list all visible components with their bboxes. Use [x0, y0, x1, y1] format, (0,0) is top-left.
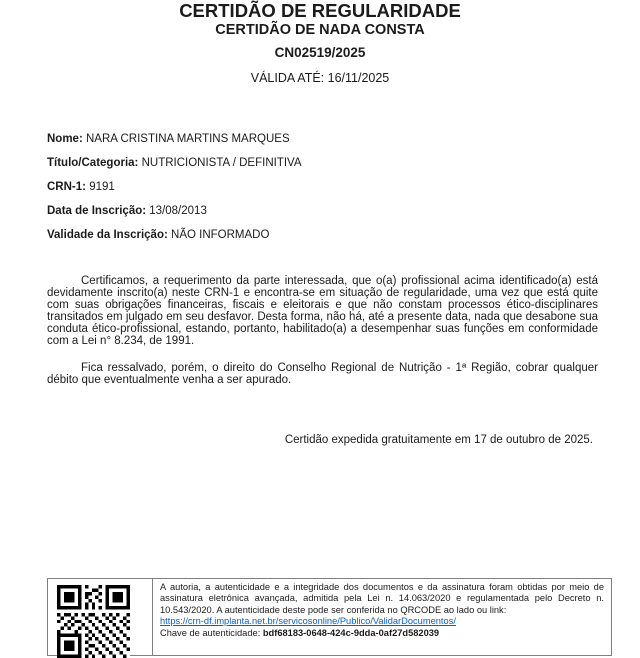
qr-code-icon: [57, 585, 130, 658]
field-row-crn1: [47, 181, 598, 193]
field-row-validade-inscricao: [47, 229, 598, 241]
field-row-nome: [47, 133, 598, 145]
field-row-titulo-categoria: [47, 157, 598, 169]
auth-key-value: bdf68183-0648-424c-9dda-0af27d582039: [262, 627, 440, 638]
authentication-statement: A autoria, a autenticidade e a integridade dos documentos e da assinatura foram obtidas por meio de assinatura eletrônica avançada, admitida pela Lei n. 14.063/2020 e regulamentada pelo Decreto n. 10.543/2020. A autenticidade deste pode ser conferida no QRCODE ao lado ou link:: [160, 582, 604, 615]
document-title: CERTIDÃO DE REGULARIDADE: [179, 0, 461, 21]
field-label-crn1: CRN-1:: [47, 181, 86, 193]
field-row-data-inscricao: [47, 205, 598, 217]
valid-until-line: VÁLIDA ATÉ: 16/11/2025: [250, 71, 390, 85]
field-label-titulo-categoria: Título/Categoria:: [47, 157, 139, 169]
issue-date-line: Certidão expedida gratuitamente em 17 de outubro de 2025.: [284, 434, 593, 446]
auth-key-label: Chave de autenticidade:: [160, 627, 261, 638]
validation-link-line: [160, 616, 604, 627]
certificate-number: CN02519/2025: [274, 45, 366, 60]
document-header: [0, 0, 640, 85]
authentication-box: [47, 578, 612, 656]
auth-key-line: [160, 628, 604, 639]
field-value-data-inscricao: 13/08/2013: [149, 205, 207, 217]
field-value-validade-inscricao: NÃO INFORMADO: [171, 229, 270, 241]
field-value-crn1: 9191: [89, 181, 115, 193]
document-subtitle: CERTIDÃO DE NADA CONSTA: [215, 22, 425, 38]
field-value-nome: NARA CRISTINA MARTINS MARQUES: [85, 133, 290, 145]
validation-link[interactable]: https://crn-df.implanta.net.br/servicosonline/Publico/ValidarDocumentos/: [160, 616, 456, 627]
field-label-nome: Nome:: [47, 133, 83, 145]
authentication-text-cell: [153, 579, 611, 655]
field-label-data-inscricao: Data de Inscrição:: [47, 205, 147, 217]
certification-paragraph: Certificamos, a requerimento da parte interessada, que o(a) profissional acima identificado(a) está devidamente inscrito(a) neste CRN-1 e encontra-se em situação de regularidade, uma vez que está quite com suas obrigações financeiras, fiscais e eleitorais e que não constam processos ético-disciplinares transitados em julgado em seu desfavor. Desta forma, não há, até a presente data, nada que desabone sua conduta ético-profissional, estando, portanto, habilitado(a) a desempenhar suas funções em conformidade com a Lei n° 8.234, de 1991.: [47, 275, 598, 347]
disclaimer-paragraph: Fica ressalvado, porém, o direito do Conselho Regional de Nutrição - 1ª Região, cobrar qualquer débito que eventualmente venha a ser apurado.: [47, 362, 598, 386]
field-value-titulo-categoria: NUTRICIONISTA / DEFINITIVA: [141, 157, 302, 169]
field-label-validade-inscricao: Validade da Inscrição:: [47, 229, 168, 241]
qr-cell: [48, 579, 153, 655]
registration-fields: [47, 133, 598, 241]
